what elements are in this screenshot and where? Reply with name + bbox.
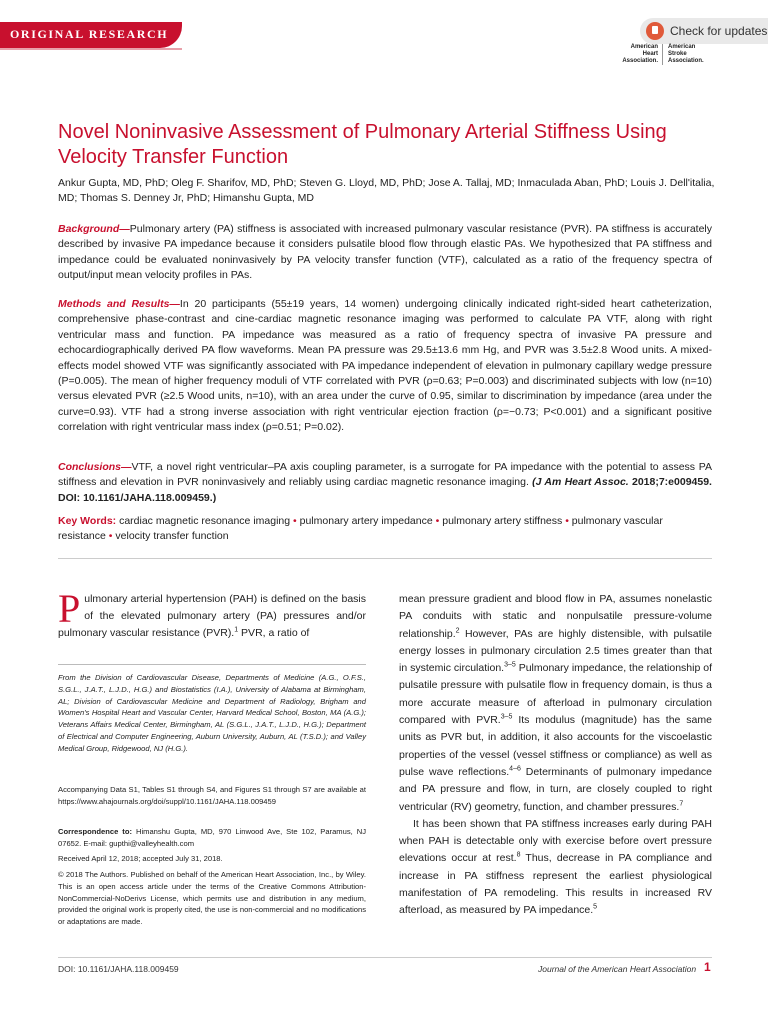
- reference[interactable]: 3–5: [504, 661, 516, 669]
- section-banner: [0, 22, 182, 48]
- body-text: It has been shown that PA stiffness increases early during PAH when PAH is detectable only with exercise before overt pressure elevations occur at rest.: [399, 817, 712, 865]
- abstract-label: Conclusions—: [58, 461, 132, 473]
- copyright: © 2018 The Authors. Published on behalf of the American Heart Association, Inc., by Wiley. This is an open access article under the terms of the Creative Commons Attribution-NonCommercial-NoDerivs License, which permits use and distribution in any medium, provided the original work is properly cited, the use is non-commercial and no modifications or adaptations are made.: [58, 870, 366, 927]
- abstract-text: VTF, a novel right ventricular–PA axis coupling parameter, is a surrogate for PA impedance with the potential to assess PA stiffness and elevation in PVR noninvasively and reliably using cardiac magnetic resonance imaging.: [58, 461, 712, 489]
- logo-text: Stroke: [668, 51, 687, 57]
- section-divider: [58, 558, 712, 559]
- right-column: [399, 591, 712, 920]
- reference[interactable]: 7: [679, 800, 684, 808]
- paragraph: [399, 591, 712, 816]
- bookmark-icon: [646, 22, 664, 40]
- check-for-updates-button[interactable]: [640, 18, 768, 44]
- logo-text: Association.: [668, 58, 704, 64]
- logo-text: Heart: [642, 51, 658, 57]
- keyword-separator: •: [108, 530, 113, 543]
- reference[interactable]: 8: [516, 851, 521, 859]
- citation-journal: (J Am Heart Assoc.: [532, 476, 629, 489]
- body-text: mean pressure gradient and blood flow in PA, assumes nonelastic PA conduits with static and nonpulsatile pressure-volume relationship.: [399, 593, 712, 640]
- citation-doi: 2018;7:e009459. DOI: 10.1161/JAHA.118.009459.): [58, 476, 712, 504]
- keyword-separator: •: [435, 515, 440, 527]
- banner-underline: [0, 48, 182, 50]
- correspondence: [58, 826, 366, 850]
- body-text: However, PAs are highly distensible, with pulsatile energy losses in pulmonary circulation 2.5 times greater than that in systemic circulation.: [399, 627, 712, 675]
- keywords-label: Key Words:: [58, 515, 117, 527]
- reference[interactable]: 5: [593, 903, 598, 911]
- body-text: Determinants of pulmonary impedance and PA pressure and flow, in turn, are closely coupled to right ventricular (RV) geometry, function, and chamber pressures.: [399, 765, 712, 813]
- keyword: pulmonary artery stiffness: [442, 515, 563, 527]
- footer-divider: [58, 957, 712, 958]
- correspondence-label: Correspondence to:: [58, 827, 132, 836]
- abstract-methods: [58, 297, 712, 436]
- paragraph: [399, 816, 712, 920]
- reference[interactable]: 2: [455, 627, 460, 635]
- drop-cap: P: [58, 586, 81, 631]
- keyword: pulmonary vascular resistance: [58, 515, 663, 543]
- footnote-divider: [58, 664, 366, 665]
- abstract-background: [58, 222, 712, 284]
- keywords: [58, 514, 712, 545]
- body-text: PVR, a ratio of: [238, 627, 310, 639]
- affiliations: From the Division of Cardiovascular Disease, Departments of Medicine (A.G., O.F.S., S.G.L., J.A.T., L.J.D., H.G.) and Biostatistics (I.A.), University of Alabama at Birmingham, AL; Division of Cardiovascular Medicine and Department of Radiology, Brigham and Women's Hospital Heart and Vascular Center, Harvard Medical School, Boston, MA (A.G.); Veterans Affairs Medical Center, Birmingham, AL (S.G.L., J.A.T., L.J.D., H.G.); Department of Electrical and Computer Engineering, Auburn University, Auburn, AL (T.S.D.); and Valley Medical Group, Ridgewood, NJ (H.G.).: [58, 673, 366, 753]
- reference[interactable]: 1: [234, 626, 239, 634]
- abstract-label: Methods and Results—: [58, 298, 180, 310]
- abstract-label: Background—: [58, 223, 130, 235]
- body-text: Thus, decrease in PA compliance and increase in PA stiffness represent the earliest physiological manifestation of PA remodeling. This results in increased RV afterload, as measured by PA impedance.: [399, 852, 713, 917]
- received-dates: Received April 12, 2018; accepted July 31, 2018.: [58, 854, 223, 863]
- keyword: pulmonary artery impedance: [299, 515, 433, 527]
- author-list: Ankur Gupta, MD, PhD; Oleg F. Sharifov, MD, PhD; Steven G. Lloyd, MD, PhD; Jose A. Tallaj, MD; Inmaculada Aban, PhD; Louis J. Dell'italia, MD; Thomas S. Denney Jr, PhD; Himanshu Gupta, MD: [58, 177, 715, 204]
- footer-journal: Journal of the American Heart Association: [538, 964, 697, 974]
- keyword-separator: •: [293, 515, 297, 527]
- reference[interactable]: 4–6: [509, 765, 521, 773]
- abstract-text: Pulmonary artery (PA) stiffness is associated with increased pulmonary vascular resistance (PVR). PA stiffness is accurately described by invasive PA impedance because it considers pulsatile blood flow through elastic PAs. We hypothesized that PA stiffness and impedance could be evaluated noninvasively by PA velocity transfer function (VTF), calculated as a ratio of the frequency spectra of output/input mean velocity profiles in PAs.: [58, 223, 712, 282]
- page-number: 1: [704, 960, 711, 974]
- body-text: ulmonary arterial hypertension (PAH) is defined on the basis of the elevated pulmonary artery (PA) pressures and/or pulmonary vascular resistance (PVR).: [58, 593, 366, 639]
- body-text: Its modulus (magnitude) has the same units as PVR but, in addition, it also accounts for the viscoelastic properties of the vessel (vessel stiffness or compliance) as well as pulse wave reflections.: [399, 714, 712, 778]
- check-for-updates-label: Check for updates: [670, 24, 768, 38]
- intro-paragraph: [58, 586, 366, 642]
- logo-divider: [662, 44, 663, 65]
- keyword-separator: •: [565, 515, 569, 527]
- body-text: Pulmonary impedance, the relationship of pulsatile pressure with pulsatile flow in frequency domain, is thus a more accurate measure of afterload in pulmonary circulation compared with PVR.: [399, 662, 712, 727]
- abstract-conclusions: [58, 460, 712, 506]
- keyword: cardiac magnetic resonance imaging: [119, 515, 291, 527]
- supplemental-note: Accompanying Data S1, Tables S1 through S4, and Figures S1 through S7 are available at https://www.ahajournals.org/doi/suppl/10.1161/JAHA.118.009459: [58, 785, 366, 806]
- reference[interactable]: 3–5: [500, 713, 513, 721]
- correspondence-text: Himanshu Gupta, MD, 970 Linwood Ave, Ste 102, Paramus, NJ 07652. E-mail: gupthi@valleyhealth.com: [58, 827, 366, 848]
- keyword: velocity transfer function: [115, 530, 229, 543]
- logo-text: American: [630, 44, 658, 50]
- footer-doi[interactable]: DOI: 10.1161/JAHA.118.009459: [58, 964, 179, 974]
- section-label: ORIGINAL RESEARCH: [10, 27, 169, 41]
- logo-text: Association.: [622, 58, 658, 64]
- article-title: Novel Noninvasive Assessment of Pulmonary Arterial Stiffness Using Velocity Transfer Function: [58, 121, 667, 168]
- aha-asa-logo: [612, 44, 722, 66]
- abstract-text: In 20 participants (55±19 years, 14 women) undergoing clinically indicated right-sided heart catheterization, comprehensive phase-contrast and cine-cardiac magnetic resonance imaging was performed to calculate PA VTF, along with right ventricular mass and function. PA impedance was measured as a ratio of frequency spectra of invasive PA pressure and echocardiographically derived PA flow waveforms. Mean PA pressure was 29.5±13.6 mm Hg, and PVR was 3.5±2.8 Wood units. A mixed-effects model showed VTF was significantly associated with PA impedance independent of elevation in pulmonary capillary wedge pressure (P=0.005). The mean of higher frequency moduli of VTF correlated with PVR (ρ=0.63; P=0.003) and discriminated subjects with low (n=10) versus elevated PVR (≥2.5 Wood units, n=10), with an area under the curve of 0.95, similar to discrimination by impedance (area under the curve=0.93). VTF had a strong inverse association with right ventricular ejection fraction (ρ=−0.73; P<0.001) and a significant positive correlation with right ventricular mass index (ρ=0.51; P=0.02).: [58, 298, 712, 434]
- logo-text: American: [668, 44, 696, 50]
